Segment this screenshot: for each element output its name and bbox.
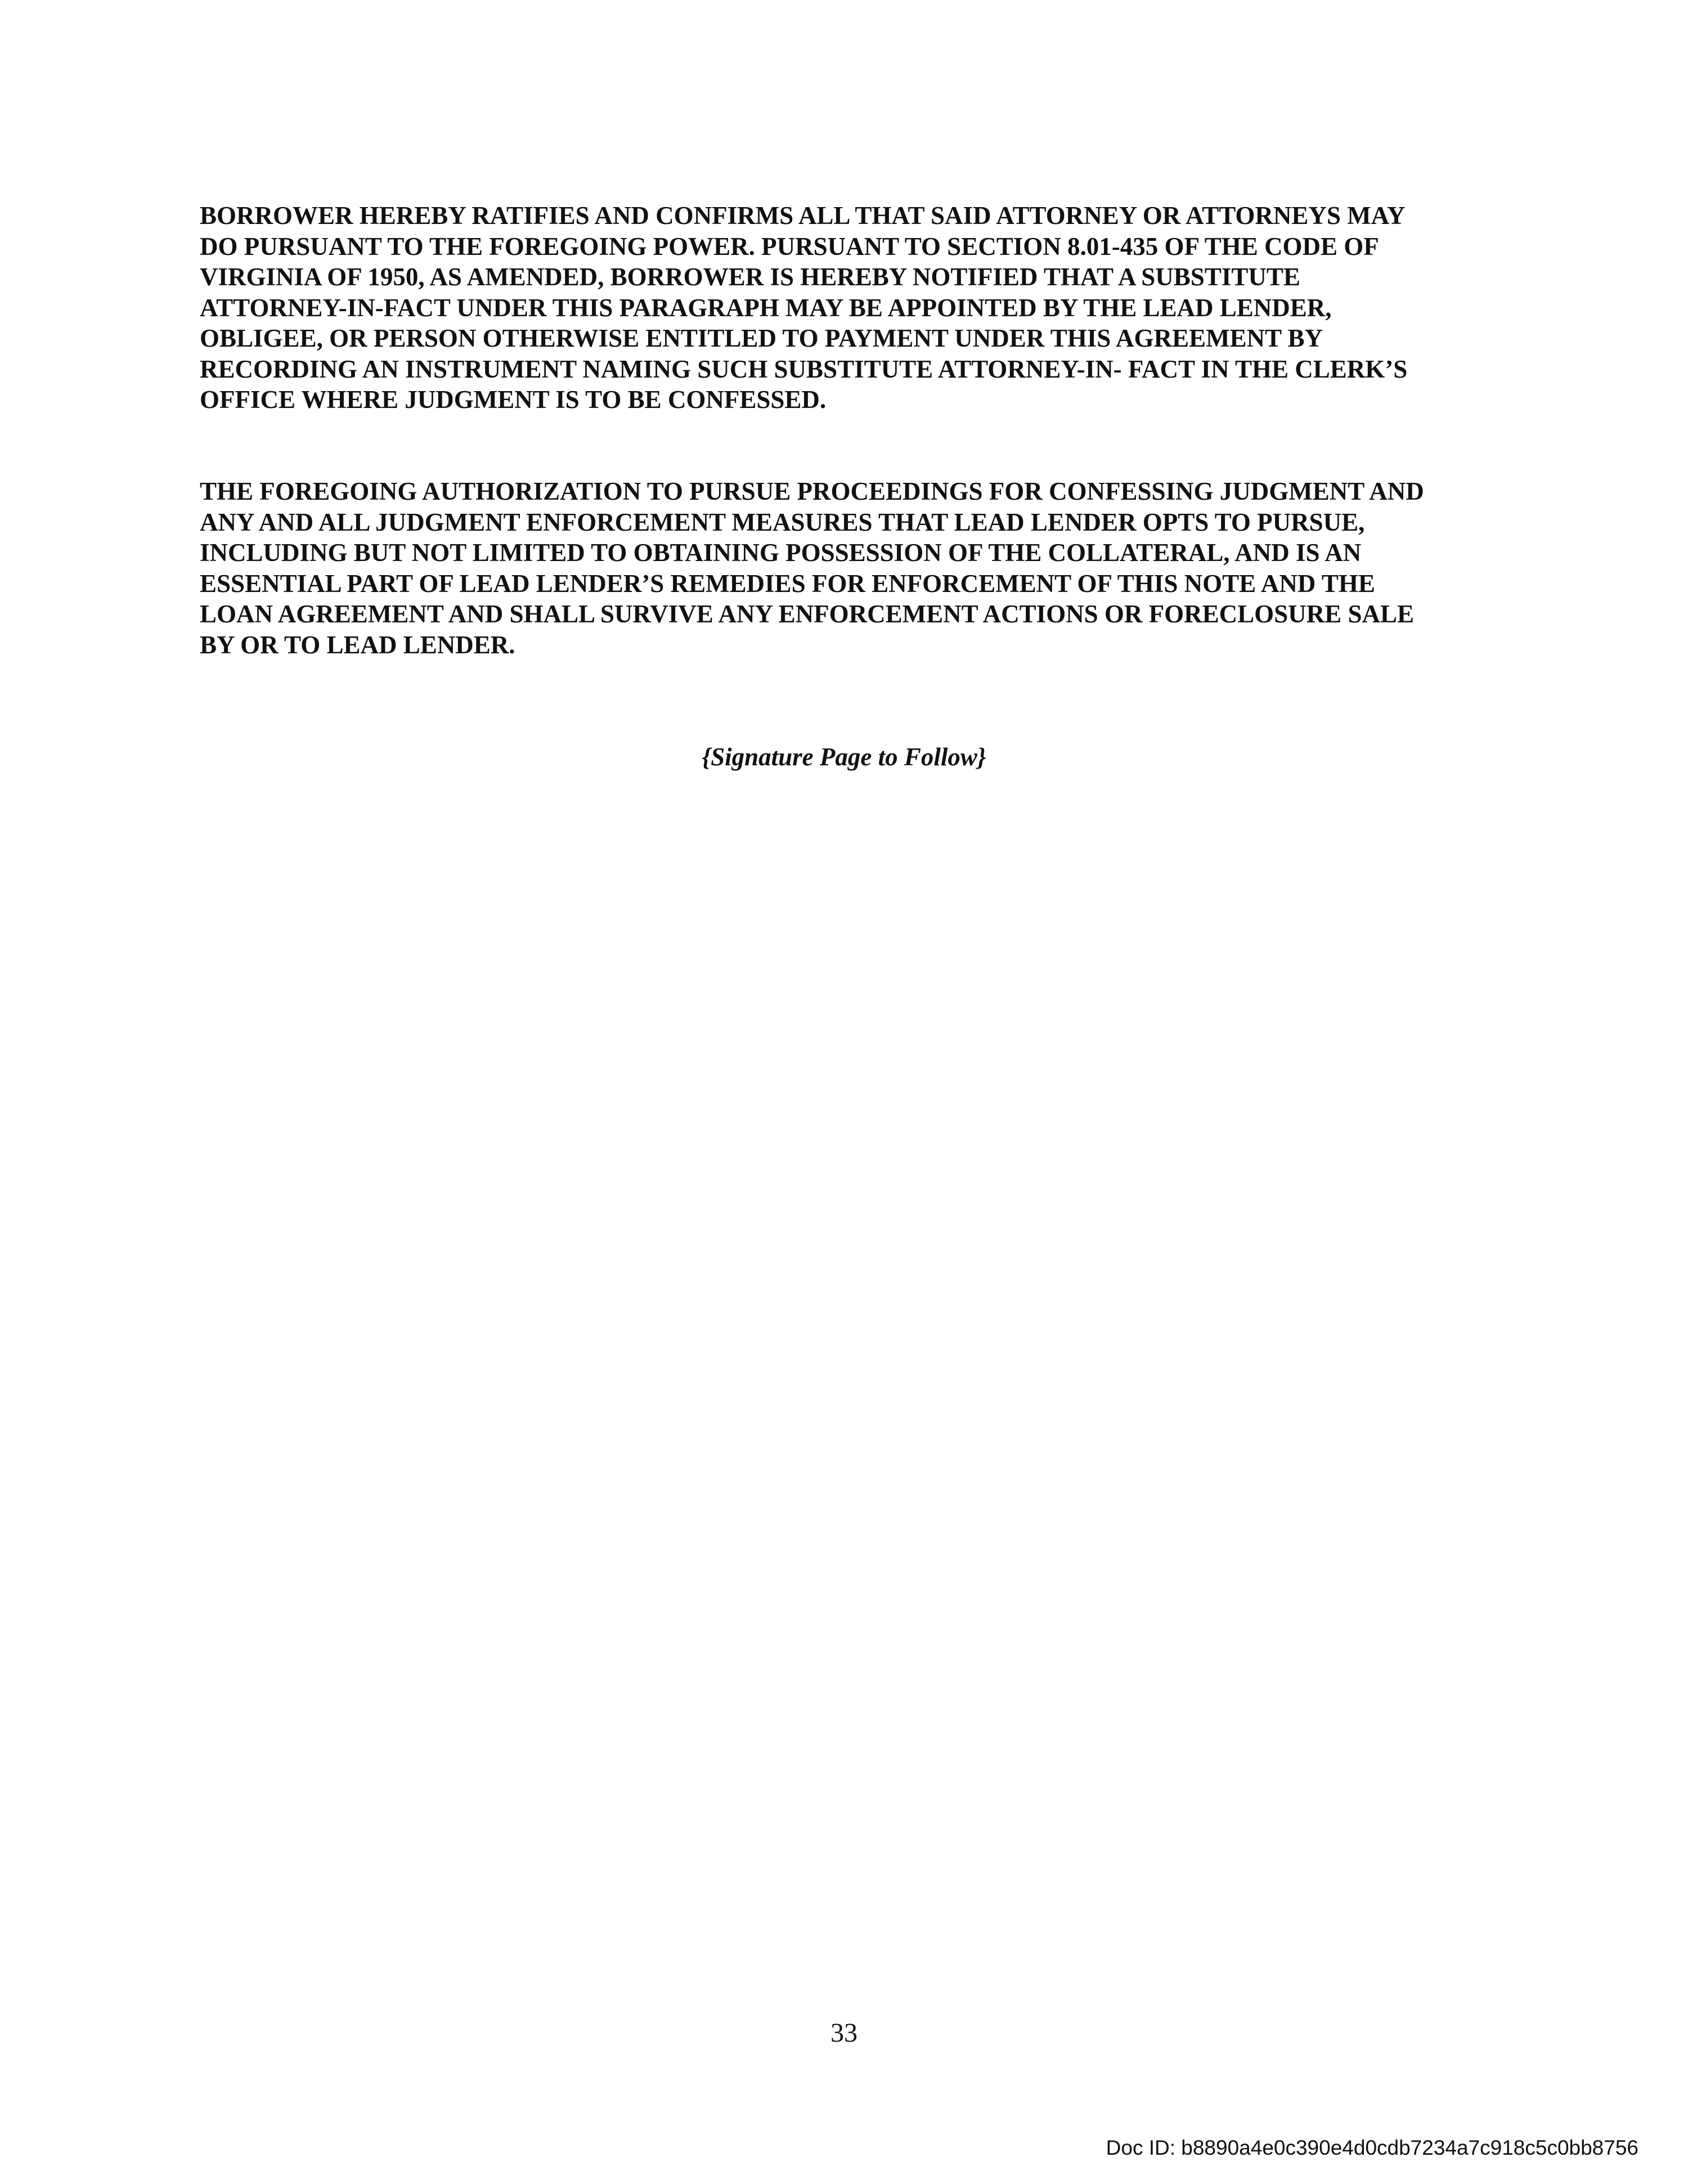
paragraph-line: OBLIGEE, OR PERSON OTHERWISE ENTITLED TO PAYMENT UNDER THIS AGREEMENT BY — [200, 324, 1323, 352]
doc-id-footer: Doc ID: b8890a4e0c390e4d0cdb7234a7c918c5c0bb8756 — [1106, 2136, 1638, 2159]
paragraph-line: DO PURSUANT TO THE FOREGOING POWER. PURSUANT TO SECTION 8.01-435 OF THE CODE OF — [200, 232, 1379, 261]
paragraph-line: BY OR TO LEAD LENDER. — [200, 630, 515, 659]
paragraph-ratification — [200, 200, 1483, 415]
page-number: 33 — [830, 2018, 858, 2048]
paragraph-line: INCLUDING BUT NOT LIMITED TO OBTAINING POSSESSION OF THE COLLATERAL, AND IS AN — [200, 539, 1362, 567]
signature-page-note: {Signature Page to Follow} — [702, 743, 986, 771]
paragraph-line: LOAN AGREEMENT AND SHALL SURVIVE ANY ENFORCEMENT ACTIONS OR FORECLOSURE SALE — [200, 600, 1415, 628]
paragraph-line: THE FOREGOING AUTHORIZATION TO PURSUE PROCEEDINGS FOR CONFESSING JUDGMENT AND — [200, 477, 1424, 505]
paragraph-line: ANY AND ALL JUDGMENT ENFORCEMENT MEASURES THAT LEAD LENDER OPTS TO PURSUE, — [200, 508, 1365, 536]
paragraph-line: ESSENTIAL PART OF LEAD LENDER’S REMEDIES FOR ENFORCEMENT OF THIS NOTE AND THE — [200, 569, 1375, 598]
paragraph-line: BORROWER HEREBY RATIFIES AND CONFIRMS ALL THAT SAID ATTORNEY OR ATTORNEYS MAY — [200, 201, 1406, 230]
paragraph-authorization — [200, 476, 1483, 660]
paragraph-line: VIRGINIA OF 1950, AS AMENDED, BORROWER IS HEREBY NOTIFIED THAT A SUBSTITUTE — [200, 263, 1300, 291]
paragraph-line: RECORDING AN INSTRUMENT NAMING SUCH SUBSTITUTE ATTORNEY-IN- FACT IN THE CLERK’S — [200, 355, 1408, 383]
paragraph-line: OFFICE WHERE JUDGMENT IS TO BE CONFESSED. — [200, 385, 827, 414]
paragraph-line: ATTORNEY-IN-FACT UNDER THIS PARAGRAPH MAY BE APPOINTED BY THE LEAD LENDER, — [200, 293, 1332, 322]
